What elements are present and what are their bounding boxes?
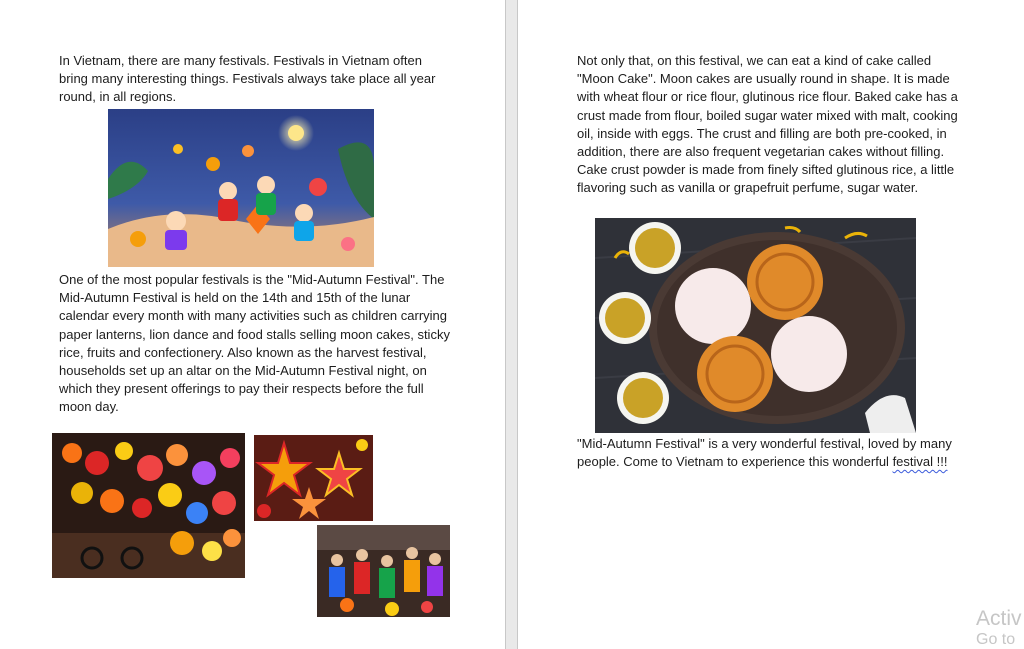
intro-paragraph[interactable]: In Vietnam, there are many festivals. Festivals in Vietnam often bring many interesting things. Festivals always take place all year round, in all regions. (59, 53, 436, 105)
document-page-1 (0, 0, 506, 649)
closing-text: "Mid-Autumn Festival" is a very wonderful festival, loved by many people. Come to Vietnam to experience this wonderful (577, 436, 952, 470)
closing-paragraph[interactable] (577, 435, 967, 471)
moon-cake-paragraph[interactable]: Not only that, on this festival, we can eat a kind of cake called "Moon Cake". Moon cakes are usually round in shape. It is made with wheat flour or rice flour, glutinous rice flour. Baked cake has a crust made from flour, boiled sugar water mixed with malt, cooking oil, inside with eggs. The crust and filling are both pre-cooked, in addition, there are also frequent vegetarian cakes without filling. Cake crust powder is made from finely sifted glutinous rice, a little flavoring such as vanilla or grapefruit perfume, sugar water. (577, 53, 958, 196)
mid-autumn-paragraph[interactable]: One of the most popular festivals is the "Mid-Autumn Festival". The Mid-Autumn Festival is held on the 14th and 15th of the lunar calendar every month with many activities such as children carrying paper lanterns, lion dance and food stalls selling moon cakes, sticky rice, fruits and confectionery. Also known as the harvest festival, households set up an altar on the Mid-Autumn Festival night, on which they present offerings to pay their respects before the full moon day. (59, 272, 450, 415)
activation-watermark (976, 607, 1024, 649)
lantern-shop-photo[interactable] (52, 433, 245, 578)
moon-cakes-photo[interactable] (595, 218, 916, 433)
document-page-2 (517, 0, 1024, 649)
star-lanterns-photo[interactable] (254, 435, 373, 521)
watermark-line2: Go to (976, 631, 1016, 648)
watermark-line1: Activ (976, 607, 1022, 630)
spellcheck-flagged-text[interactable]: festival !!! (892, 454, 948, 470)
lantern-children-illustration[interactable] (108, 109, 374, 267)
festival-crowd-photo[interactable] (317, 525, 450, 617)
